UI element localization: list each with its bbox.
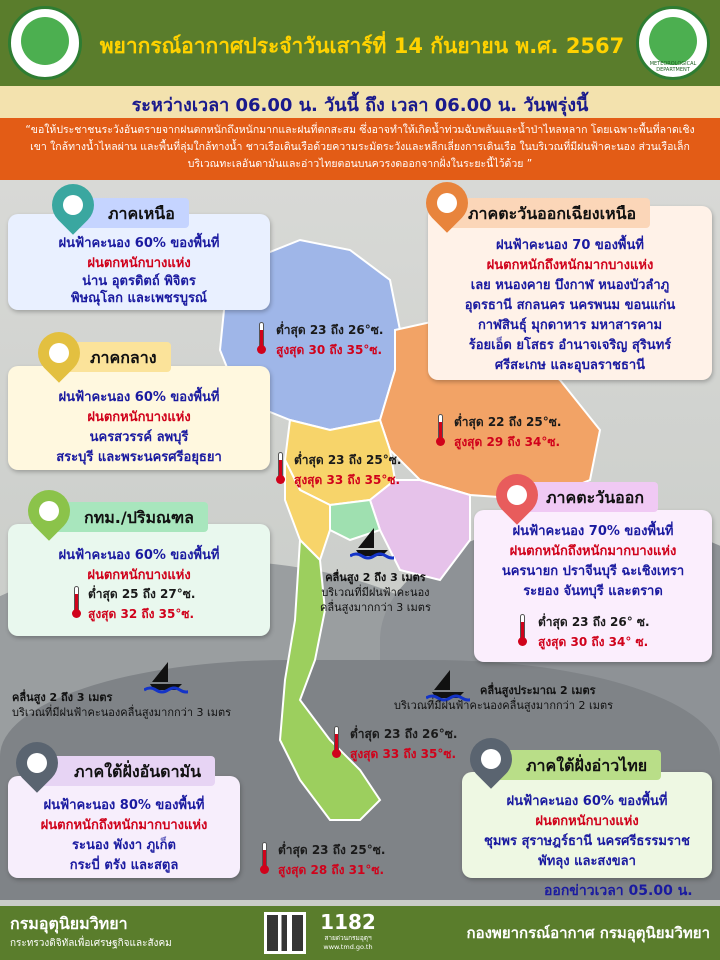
northeast-line6: ร้อยเอ็ด ยโสธร อำนาจเจริญ สุรินทร์ [468, 338, 672, 353]
garuda-icon [21, 17, 69, 65]
northeast-temp [454, 412, 561, 452]
north-temp-high: สูงสุด 30 ถึง 35°ซ. [276, 343, 383, 357]
wave-gulf-upper-title: คลื่นสูง 2 ถึง 3 เมตร [325, 571, 426, 584]
wave-andaman-title: คลื่นสูง 2 ถึง 3 เมตร [12, 691, 113, 704]
south-andaman-line3: ระนอง พังงา ภูเก็ต [72, 838, 176, 853]
northeast-tag: ภาคตะวันออกเฉียงเหนือ [438, 198, 650, 228]
south-andaman-tag: ภาคใต้ฝั่งอันดามัน [28, 756, 215, 786]
central-temp-low: ต่ำสุด 23 ถึง 25°ซ. [294, 453, 402, 467]
deity-icon [649, 17, 697, 65]
north-temp-low: ต่ำสุด 23 ถึง 26°ซ. [276, 323, 384, 337]
bangkok-line2: ฝนตกหนักบางแห่ง [87, 568, 191, 583]
central-line1: ฝนฟ้าคะนอง 60% ของพื้นที่ [58, 390, 220, 405]
northeast-line1: ฝนฟ้าคะนอง 70 ของพื้นที่ [496, 238, 644, 253]
north-line2: ฝนตกหนักบางแห่ง [87, 256, 191, 271]
east-temp-low: ต่ำสุด 23 ถึง 26° ซ. [538, 615, 650, 629]
qr-code-icon[interactable] [264, 912, 306, 954]
south-andaman-box [8, 776, 240, 878]
wave-gulf-lower [394, 683, 614, 713]
east-temp [538, 612, 650, 652]
north-line4: พิษณุโลก และเพชรบูรณ์ [71, 291, 207, 306]
warning-banner [0, 118, 720, 180]
south-andaman-temp-high: สูงสุด 28 ถึง 31°ซ. [278, 863, 385, 877]
central-line3: นครสวรรค์ ลพบุรี [89, 430, 189, 445]
central-temp [294, 450, 401, 490]
thermometer-icon [260, 842, 269, 874]
thermometer-icon [72, 586, 81, 618]
tmd-logo-text: METEOROLOGICAL DEPARTMENT [649, 61, 697, 73]
east-line1: ฝนฟ้าคะนอง 70% ของพื้นที่ [512, 524, 674, 539]
footer-bar [0, 906, 720, 960]
south-gulf-temp-low: ต่ำสุด 23 ถึง 26°ซ. [350, 727, 458, 741]
central-temp-high: สูงสุด 33 ถึง 35°ซ. [294, 473, 401, 487]
header-bar [0, 0, 720, 86]
boat-icon [144, 660, 188, 694]
northeast-line4: อุดรธานี สกลนคร นครพนม ขอนแก่น [464, 298, 676, 313]
wave-gulf-lower-title: คลื่นสูงประมาณ 2 เมตร [480, 684, 596, 697]
north-line1: ฝนฟ้าคะนอง 60% ของพื้นที่ [58, 236, 220, 251]
south-andaman-line4: กระบี่ ตรัง และสตูล [69, 858, 179, 873]
central-line2: ฝนตกหนักบางแห่ง [87, 410, 191, 425]
thermometer-icon [332, 726, 341, 758]
bangkok-temp-high: สูงสุด 32 ถึง 35°ซ. [88, 607, 195, 621]
east-line4: ระยอง จันทบุรี และตราด [523, 584, 663, 599]
south-gulf-line3: ชุมพร สุราษฎร์ธานี นครศรีธรรมราช [484, 834, 690, 849]
thermometer-icon [257, 322, 266, 354]
thermometer-icon [436, 414, 445, 446]
left-emblem [8, 6, 82, 80]
bangkok-temp-low: ต่ำสุด 25 ถึง 27°ซ. [88, 587, 196, 601]
northeast-line5: กาฬสินธุ์ มุกดาหาร มหาสารคาม [477, 318, 663, 333]
hotline-number: 1182 [320, 910, 376, 934]
east-line3: นครนายก ปราจีนบุรี ฉะเชิงเทรา [501, 564, 685, 579]
period-bar [0, 86, 720, 118]
northeast-temp-low: ต่ำสุด 22 ถึง 25°ซ. [454, 415, 562, 429]
south-gulf-line4: พัทลุง และสงขลา [538, 854, 636, 869]
footer-dept: กองพยากรณ์อากาศ กรมอุตุนิยมวิทยา [466, 924, 710, 942]
south-gulf-line1: ฝนฟ้าคะนอง 60% ของพื้นที่ [506, 794, 668, 809]
northeast-temp-high: สูงสุด 29 ถึง 34°ซ. [454, 435, 561, 449]
page-title: พยากรณ์อากาศประจำวันเสาร์ที่ 14 กันยายน พ.ศ. 2567 [99, 34, 625, 58]
central-box [8, 366, 270, 470]
wave-gulf-upper-desc2: คลื่นสูงมากกว่า 3 เมตร [320, 601, 431, 614]
south-andaman-line2: ฝนตกหนักถึงหนักมากบางแห่ง [40, 818, 208, 833]
south-andaman-temp-low: ต่ำสุด 23 ถึง 25°ซ. [278, 843, 386, 857]
website-link[interactable]: www.tmd.go.th [323, 943, 373, 951]
footer-org: กรมอุตุนิยมวิทยา [10, 914, 128, 933]
boat-icon [426, 668, 470, 702]
thermometer-icon [518, 614, 527, 646]
south-gulf-temp [350, 724, 457, 764]
south-gulf-line2: ฝนตกหนักบางแห่ง [535, 814, 639, 829]
wave-gulf-upper-desc1: บริเวณที่มีฝนฟ้าคะนอง [321, 586, 430, 599]
bangkok-tag: กทม./ปริมณฑล [38, 502, 208, 532]
south-andaman-temp [278, 840, 385, 880]
footer-ministry: กระทรวงดิจิทัลเพื่อเศรษฐกิจและสังคม [10, 938, 172, 949]
bangkok-temp [88, 584, 195, 624]
forecast-period: ระหว่างเวลา 06.00 น. วันนี้ ถึง เวลา 06.00 น. วันพรุ่งนี้ [131, 95, 589, 116]
central-tag: ภาคกลาง [44, 342, 171, 372]
north-line3: น่าน อุตรดิตถ์ พิจิตร [82, 274, 196, 289]
northeast-line2: ฝนตกหนักถึงหนักมากบางแห่ง [486, 258, 654, 273]
wave-gulf-lower-desc: บริเวณที่มีฝนฟ้าคะนองคลื่นสูงมากกว่า 2 เมตร [394, 699, 614, 712]
northeast-line7: ศรีสะเกษ และอุบลราชธานี [494, 358, 646, 373]
north-box [8, 214, 270, 310]
east-temp-high: สูงสุด 30 ถึง 34° ซ. [538, 635, 649, 649]
northeast-line3: เลย หนองคาย บึงกาฬ หนองบัวลำภู [470, 278, 670, 293]
wave-andaman [12, 690, 231, 720]
warning-text: “ขอให้ประชาชนระวังอันตรายจากฝนตกหนักถึงหนักมากและฝนที่ตกสะสม ซึ่งอาจทำให้เกิดน้ำท่วมฉับพลันและน้ำป่าไหลหลาก โดยเฉพาะพื้นที่ลาดเชิงเขา ใกล้ทางน้ำไหลผ่าน และพื้นที่ลุ่มใกล้ทางน้ำ ชาวเรือเดินเรือด้วยความระมัดระวังและหลีกเลี่ยงการเดินเรือ ในบริเวณที่มีฝนฟ้าคะนอง ส่วนเรือเล็กบริเวณทะเลอันดามันและอ่าวไทยตอนบนควรงดออกจากฝั่งในระยะนี้ไว้ด้วย ” [25, 124, 695, 170]
thermometer-icon [276, 452, 285, 484]
hotline-label: สายด่วนกรมอุตุฯ [324, 934, 372, 942]
east-line2: ฝนตกหนักถึงหนักมากบางแห่ง [509, 544, 677, 559]
northeast-box [428, 206, 712, 380]
hotline [318, 910, 378, 952]
south-gulf-box [462, 772, 712, 878]
south-gulf-tag: ภาคใต้ฝั่งอ่าวไทย [480, 750, 661, 780]
boat-icon [350, 526, 394, 560]
east-tag: ภาคตะวันออก [506, 482, 658, 512]
south-andaman-line1: ฝนฟ้าคะนอง 80% ของพื้นที่ [43, 798, 205, 813]
central-line4: สระบุรี และพระนครศรีอยุธยา [56, 450, 222, 465]
issued-time: ออกข่าวเวลา 05.00 น. [544, 883, 693, 899]
south-gulf-temp-high: สูงสุด 33 ถึง 35°ซ. [350, 747, 457, 761]
north-tag: ภาคเหนือ [62, 198, 189, 228]
wave-andaman-desc: บริเวณที่มีฝนฟ้าคะนองคลื่นสูงมากกว่า 3 เมตร [12, 706, 232, 719]
north-temp [276, 320, 383, 360]
tmd-logo [636, 6, 710, 80]
wave-gulf-upper [320, 570, 431, 615]
bangkok-line1: ฝนฟ้าคะนอง 60% ของพื้นที่ [58, 548, 220, 563]
